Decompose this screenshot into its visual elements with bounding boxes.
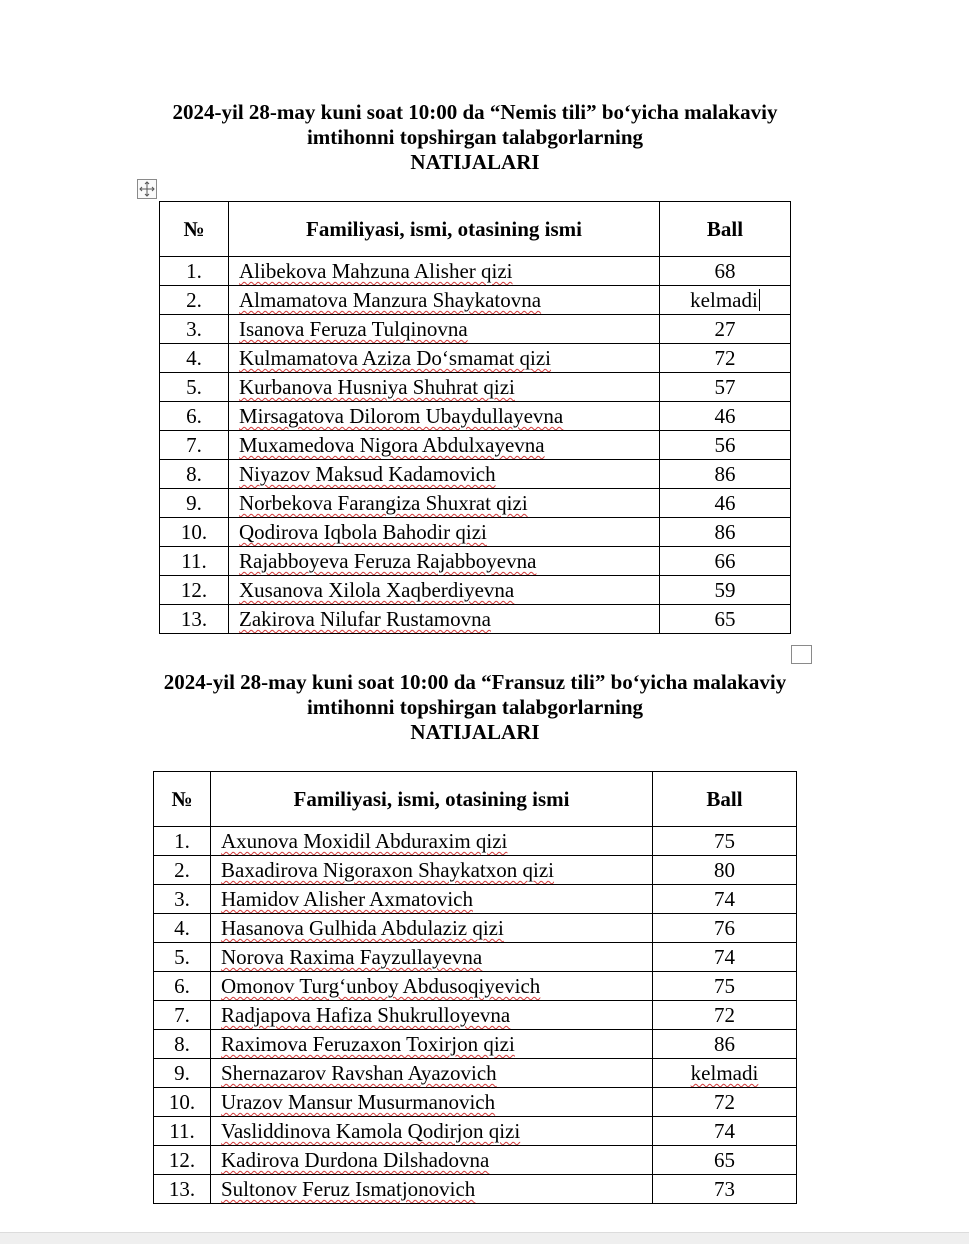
ball-cell[interactable]	[660, 257, 791, 286]
row-number[interactable]: 3.	[160, 315, 229, 344]
table-row	[154, 1146, 797, 1175]
ball-value: 86	[714, 520, 736, 544]
ball-value: 65	[714, 607, 736, 631]
full-name-text: Norbekova Farangiza Shuxrat qizi	[239, 491, 528, 515]
table-row	[154, 1001, 797, 1030]
full-name-cell[interactable]	[211, 1175, 653, 1204]
full-name-text: Niyazov Maksud Kadamovich	[239, 462, 496, 486]
row-number[interactable]: 9.	[160, 489, 229, 518]
full-name-text: Hasanova Gulhida Abdulaziz qizi	[221, 916, 504, 940]
column-header-number: №	[160, 202, 229, 257]
table-row	[154, 885, 797, 914]
heading-line: imtihonni topshirgan talabgorlarning	[306, 695, 644, 719]
full-name-cell[interactable]	[211, 1059, 653, 1088]
text-cursor	[759, 289, 760, 311]
full-name-text: Baxadirova Nigoraxon Shaykatxon qizi	[221, 858, 555, 882]
ball-value: kelmadi	[690, 1061, 759, 1085]
row-number[interactable]: 8.	[154, 1030, 211, 1059]
row-number[interactable]: 3.	[154, 885, 211, 914]
full-name-cell[interactable]	[211, 827, 653, 856]
full-name-cell[interactable]	[211, 943, 653, 972]
ball-value: 72	[714, 1003, 735, 1027]
table-row	[160, 344, 791, 373]
ball-value: kelmadi	[690, 288, 758, 312]
column-header-number: №	[154, 772, 211, 827]
full-name-text: Rajabboyeva Feruza Rajabboyevna	[239, 549, 537, 573]
full-name-cell[interactable]	[229, 605, 660, 634]
row-number[interactable]: 7.	[154, 1001, 211, 1030]
full-name-cell[interactable]	[229, 547, 660, 576]
ball-value: 72	[714, 1090, 735, 1114]
full-name-cell[interactable]	[211, 1146, 653, 1175]
ball-cell[interactable]	[660, 315, 791, 344]
ball-value: 46	[714, 491, 736, 515]
ball-cell[interactable]	[653, 1175, 797, 1204]
ball-value: 86	[714, 462, 736, 486]
row-number[interactable]: 12.	[154, 1146, 211, 1175]
full-name-text: Axunova Moxidil Abduraxim qizi	[221, 829, 508, 853]
full-name-text: Zakirova Nilufar Rustamovna	[239, 607, 491, 631]
table-body	[160, 257, 791, 634]
full-name-text: Norova Raxima Fayzullayevna	[221, 945, 483, 969]
full-name-text: Raximova Feruzaxon Toxirjon qizi	[221, 1032, 515, 1056]
ball-cell[interactable]	[660, 489, 791, 518]
full-name-text: Qodirova Iqbola Bahodir qizi	[239, 520, 487, 544]
full-name-text: Hamidov Alisher Axmatovich	[221, 887, 473, 911]
ball-value: 74	[714, 1119, 735, 1143]
ball-cell[interactable]	[653, 1030, 797, 1059]
full-name-cell[interactable]	[229, 460, 660, 489]
ball-value: 65	[714, 1148, 735, 1172]
table-row	[154, 1030, 797, 1059]
heading-line: 2024-yil 28-may kuni soat 10:00 da “Fransuz tili” bo‘yicha malakaviy	[163, 670, 787, 694]
full-name-cell[interactable]	[229, 402, 660, 431]
table-row	[160, 547, 791, 576]
ball-cell[interactable]	[653, 1059, 797, 1088]
heading-line: imtihonni topshirgan talabgorlarning	[306, 125, 644, 149]
ball-cell[interactable]	[653, 1117, 797, 1146]
table-row	[154, 1059, 797, 1088]
ball-cell[interactable]	[660, 576, 791, 605]
full-name-cell[interactable]	[229, 373, 660, 402]
full-name-cell[interactable]	[211, 914, 653, 943]
ball-value: 75	[714, 974, 735, 998]
full-name-cell[interactable]	[229, 576, 660, 605]
full-name-text: Kulmamatova Aziza Do‘smamat qizi	[239, 346, 551, 370]
table-row	[160, 431, 791, 460]
heading-line: NATIJALARI	[410, 150, 540, 174]
row-number[interactable]: 10.	[154, 1088, 211, 1117]
table-header-row	[160, 202, 791, 257]
ball-cell[interactable]	[660, 286, 791, 315]
full-name-text: Shernazarov Ravshan Ayazovich	[221, 1061, 497, 1085]
full-name-cell[interactable]	[229, 489, 660, 518]
ball-value: 46	[714, 404, 736, 428]
section-1-heading	[100, 100, 850, 175]
full-name-cell[interactable]	[211, 1001, 653, 1030]
full-name-cell[interactable]	[211, 1117, 653, 1146]
full-name-cell[interactable]	[211, 885, 653, 914]
ball-cell[interactable]	[653, 943, 797, 972]
section-2-heading	[100, 670, 850, 745]
ball-cell[interactable]	[660, 431, 791, 460]
ball-cell[interactable]	[653, 914, 797, 943]
full-name-text: Vasliddinova Kamola Qodirjon qizi	[221, 1119, 521, 1143]
ball-value: 73	[714, 1177, 735, 1201]
table-row	[154, 914, 797, 943]
ball-value: 80	[714, 858, 735, 882]
ball-cell[interactable]	[660, 373, 791, 402]
column-header-ball: Ball	[660, 202, 791, 257]
full-name-text: Alibekova Mahzuna Alisher qizi	[239, 259, 513, 283]
table-row	[154, 1117, 797, 1146]
ball-cell[interactable]	[653, 827, 797, 856]
ball-value: 56	[714, 433, 736, 457]
table-row	[160, 315, 791, 344]
full-name-text: Radjapova Hafiza Shukrulloyevna	[221, 1003, 511, 1027]
table-row	[160, 605, 791, 634]
ball-cell[interactable]	[653, 1146, 797, 1175]
table-row	[160, 402, 791, 431]
ball-cell[interactable]	[660, 547, 791, 576]
row-number[interactable]: 5.	[160, 373, 229, 402]
ball-cell[interactable]	[660, 605, 791, 634]
column-header-name: Familiyasi, ismi, otasining ismi	[211, 772, 653, 827]
full-name-text: Xusanova Xilola Xaqberdiyevna	[239, 578, 515, 602]
table-row	[160, 286, 791, 315]
table-row	[154, 827, 797, 856]
full-name-text: Mirsagatova Dilorom Ubaydullayevna	[239, 404, 564, 428]
row-number[interactable]: 11.	[154, 1117, 211, 1146]
full-name-cell[interactable]	[211, 972, 653, 1001]
status-bar	[0, 1232, 969, 1244]
ball-value: 57	[714, 375, 736, 399]
full-name-text: Sultonov Feruz Ismatjonovich	[221, 1177, 476, 1201]
row-number[interactable]: 11.	[160, 547, 229, 576]
results-table-fransuz	[153, 771, 797, 1204]
table-row	[160, 518, 791, 547]
row-number[interactable]: 6.	[154, 972, 211, 1001]
full-name-cell[interactable]	[229, 257, 660, 286]
table-row	[154, 856, 797, 885]
table-row	[160, 257, 791, 286]
full-name-text: Almamatova Manzura Shaykatovna	[239, 288, 542, 312]
ball-value: 76	[714, 916, 735, 940]
full-name-cell[interactable]	[229, 315, 660, 344]
table-resize-handle-icon[interactable]	[791, 645, 812, 664]
row-number[interactable]: 6.	[160, 402, 229, 431]
full-name-text: Urazov Mansur Musurmanovich	[221, 1090, 496, 1114]
column-header-ball: Ball	[653, 772, 797, 827]
ball-value: 86	[714, 1032, 735, 1056]
full-name-text: Isanova Feruza Tulqinovna	[239, 317, 468, 341]
full-name-cell[interactable]	[229, 344, 660, 373]
ball-value: 66	[714, 549, 736, 573]
full-name-text: Muxamedova Nigora Abdulxayevna	[239, 433, 545, 457]
full-name-cell[interactable]	[229, 518, 660, 547]
row-number[interactable]: 4.	[154, 914, 211, 943]
full-name-cell[interactable]	[211, 856, 653, 885]
results-table-nemis	[159, 201, 791, 634]
ball-value: 75	[714, 829, 735, 853]
full-name-text: Omonov Turg‘unboy Abdusoqiyevich	[221, 974, 541, 998]
table-row	[154, 972, 797, 1001]
ball-cell[interactable]	[660, 402, 791, 431]
row-number[interactable]: 13.	[160, 605, 229, 634]
row-number[interactable]: 1.	[154, 827, 211, 856]
ball-value: 68	[714, 259, 736, 283]
table-row	[154, 943, 797, 972]
ball-cell[interactable]	[653, 885, 797, 914]
full-name-cell[interactable]	[211, 1030, 653, 1059]
heading-line: 2024-yil 28-may kuni soat 10:00 da “Nemis tili” bo‘yicha malakaviy	[172, 100, 778, 124]
ball-value: 72	[714, 346, 736, 370]
ball-value: 27	[714, 317, 736, 341]
full-name-text: Kurbanova Husniya Shuhrat qizi	[239, 375, 515, 399]
row-number[interactable]: 9.	[154, 1059, 211, 1088]
ball-cell[interactable]	[660, 460, 791, 489]
ball-cell[interactable]	[653, 972, 797, 1001]
full-name-text: Kadirova Durdona Dilshadovna	[221, 1148, 490, 1172]
row-number[interactable]: 1.	[160, 257, 229, 286]
row-number[interactable]: 8.	[160, 460, 229, 489]
ball-value: 74	[714, 945, 735, 969]
ball-cell[interactable]	[653, 1001, 797, 1030]
table-row	[154, 1175, 797, 1204]
row-number[interactable]: 10.	[160, 518, 229, 547]
row-number[interactable]: 12.	[160, 576, 229, 605]
heading-line: NATIJALARI	[410, 720, 540, 744]
table-header-row	[154, 772, 797, 827]
row-number[interactable]: 4.	[160, 344, 229, 373]
row-number[interactable]: 7.	[160, 431, 229, 460]
row-number[interactable]: 13.	[154, 1175, 211, 1204]
ball-cell[interactable]	[660, 344, 791, 373]
full-name-cell[interactable]	[229, 431, 660, 460]
ball-cell[interactable]	[653, 856, 797, 885]
table-row	[154, 1088, 797, 1117]
table-row	[160, 576, 791, 605]
table-row	[160, 373, 791, 402]
table-row	[160, 489, 791, 518]
row-number[interactable]: 2.	[160, 286, 229, 315]
ball-value: 74	[714, 887, 735, 911]
ball-cell[interactable]	[653, 1088, 797, 1117]
full-name-cell[interactable]	[211, 1088, 653, 1117]
table-row	[160, 460, 791, 489]
table-move-handle-icon[interactable]	[137, 179, 157, 199]
ball-cell[interactable]	[660, 518, 791, 547]
full-name-cell[interactable]	[229, 286, 660, 315]
ball-value: 59	[714, 578, 736, 602]
row-number[interactable]: 5.	[154, 943, 211, 972]
row-number[interactable]: 2.	[154, 856, 211, 885]
column-header-name: Familiyasi, ismi, otasining ismi	[229, 202, 660, 257]
table-body	[154, 827, 797, 1204]
